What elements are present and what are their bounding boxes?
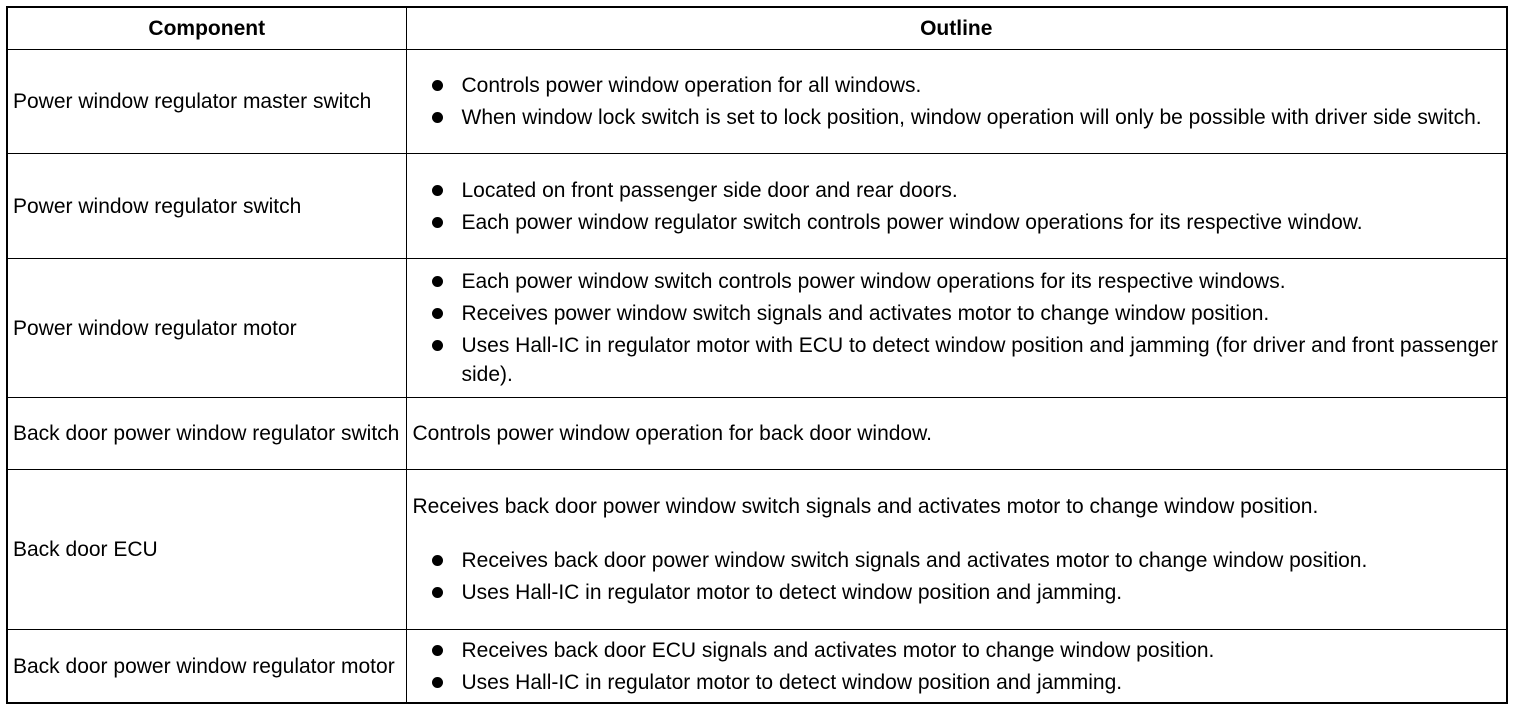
bullet-list <box>413 546 1501 607</box>
outline-cell <box>406 154 1507 259</box>
bullet-icon <box>432 185 443 196</box>
bullet-icon <box>432 555 443 566</box>
list-item <box>413 578 1501 607</box>
bullet-text: When window lock switch is set to lock position, window operation will only be possible with driver side switch. <box>461 106 1482 129</box>
component-cell: Power window regulator switch <box>7 154 406 259</box>
bullet-icon <box>432 587 443 598</box>
bullet-icon <box>432 645 443 656</box>
bullet-text: Located on front passenger side door and rear doors. <box>461 178 958 202</box>
bullet-list <box>413 267 1501 389</box>
table-row <box>7 630 1507 704</box>
bullet-icon <box>432 677 443 688</box>
table-row <box>7 470 1507 630</box>
component-cell: Back door ECU <box>7 470 406 630</box>
bullet-icon <box>432 340 443 351</box>
table-row <box>7 398 1507 470</box>
header-row <box>7 7 1507 50</box>
outline-paragraph: Receives back door power window switch signals and activates motor to change window position. <box>412 495 1319 518</box>
table-row <box>7 259 1507 398</box>
component-cell: Back door power window regulator motor <box>7 630 406 704</box>
bullet-icon <box>432 112 443 123</box>
outline-cell <box>406 470 1507 630</box>
list-item <box>413 636 1501 665</box>
list-item <box>413 267 1501 296</box>
bullet-list <box>413 71 1501 132</box>
bullet-list <box>413 636 1501 697</box>
bullet-text: Uses Hall-IC in regulator motor with ECU to detect window position and jamming (for driver and front passenger side). <box>461 334 1498 386</box>
list-item <box>413 331 1501 389</box>
table-row <box>7 154 1507 259</box>
bullet-icon <box>432 217 443 228</box>
bullet-list <box>413 176 1501 237</box>
header-component: Component <box>7 7 406 50</box>
bullet-text: Uses Hall-IC in regulator motor to detect window position and jamming. <box>461 581 1123 604</box>
outline-cell <box>406 398 1507 470</box>
bullet-text: Each power window regulator switch controls power window operations for its respective window. <box>461 210 1363 234</box>
bullet-icon <box>432 80 443 91</box>
bullet-text: Receives power window switch signals and activates motor to change window position. <box>461 302 1270 325</box>
bullet-text: Controls power window operation for all windows. <box>461 74 922 97</box>
outline-cell <box>406 50 1507 154</box>
component-outline-table <box>6 6 1508 704</box>
component-cell: Power window regulator master switch <box>7 50 406 154</box>
component-cell: Power window regulator motor <box>7 259 406 398</box>
bullet-icon <box>432 308 443 319</box>
component-cell: Back door power window regulator switch <box>7 398 406 470</box>
outline-paragraph: Controls power window operation for back door window. <box>412 422 932 445</box>
bullet-icon <box>432 276 443 287</box>
list-item <box>413 546 1501 575</box>
bullet-text: Receives back door power window switch signals and activates motor to change window position. <box>461 549 1368 572</box>
list-item <box>413 208 1501 237</box>
bullet-text: Uses Hall-IC in regulator motor to detect window position and jamming. <box>461 670 1123 694</box>
outline-cell <box>406 259 1507 398</box>
outline-cell <box>406 630 1507 704</box>
header-outline: Outline <box>406 7 1507 50</box>
list-item <box>413 71 1501 100</box>
list-item <box>413 103 1501 132</box>
bullet-text: Receives back door ECU signals and activates motor to change window position. <box>461 638 1215 662</box>
table-row <box>7 50 1507 154</box>
list-item <box>413 668 1501 697</box>
list-item <box>413 176 1501 205</box>
bullet-text: Each power window switch controls power window operations for its respective windows. <box>461 270 1286 293</box>
list-item <box>413 299 1501 328</box>
